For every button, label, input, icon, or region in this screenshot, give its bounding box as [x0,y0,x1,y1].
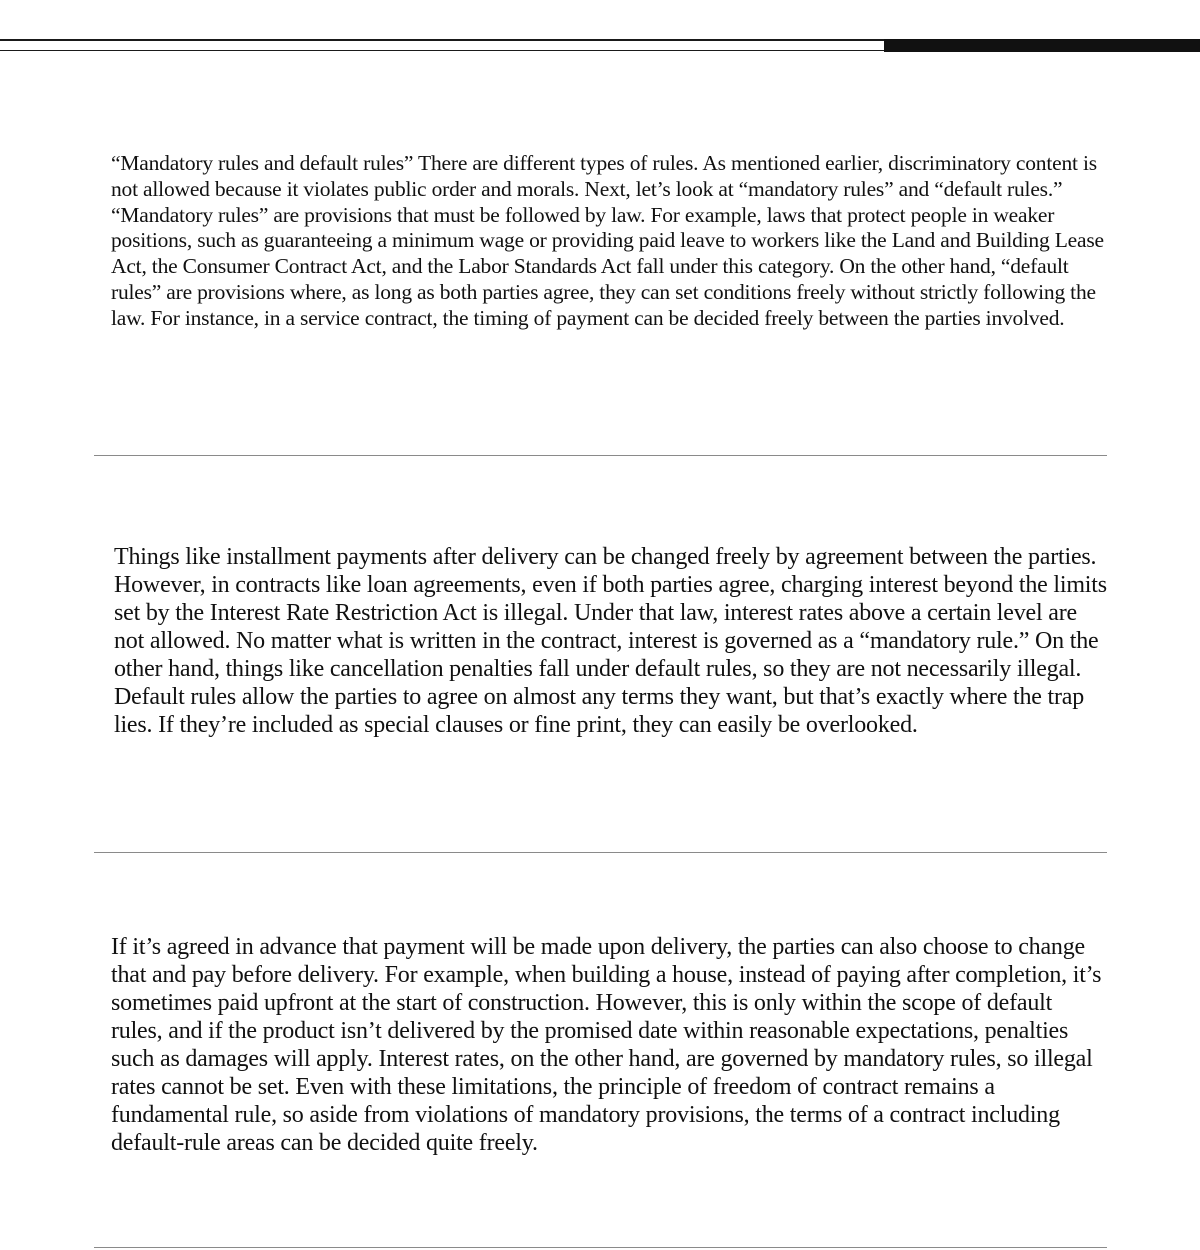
section-divider [94,1247,1107,1248]
section-divider [94,455,1107,456]
paragraph-installment-payments: Things like installment payments after delivery can be changed freely by agreement between the parties. However, in contracts like loan agreements, even if both parties agree, charging interest beyond the limits set by the Interest Rate Restriction Act is illegal. Under that law, interest rates above a certain level are not allowed. No matter what is written in the contract, interest is governed as a “mandatory rule.” On the other hand, things like cancellation penalties fall under default rules, so they are not necessarily illegal. Default rules allow the parties to agree on almost any terms they want, but that’s exactly where the trap lies. If they’re included as special clauses or fine print, they can easily be overlooked. [114,544,1107,738]
header-rule-thin-lower [0,50,884,51]
section-divider [94,852,1107,853]
header-rule-thick [884,39,1200,52]
header-rule-thin [0,39,884,41]
paragraph-mandatory-default-rules: “Mandatory rules and default rules” There are different types of rules. As mentioned earlier, discriminatory content is not allowed because it violates public order and morals. Next, let’s look at “mandatory rules” and “default rules.” “Mandatory rules” are provisions that must be followed by law. For example, laws that protect people in weaker positions, such as guaranteeing a minimum wage or providing paid leave to workers like the Land and Building Lease Act, the Consumer Contract Act, and the Labor Standards Act fall under this category. On the other hand, “default rules” are provisions where, as long as both parties agree, they can set conditions freely without strictly following the law. For instance, in a service contract, the timing of payment can be decided freely between the parties involved. [111,151,1104,330]
paragraph-payment-upon-delivery: If it’s agreed in advance that payment will be made upon delivery, the parties can also choose to change that and pay before delivery. For example, when building a house, instead of paying after completion, it’s sometimes paid upfront at the start of construction. However, this is only within the scope of default rules, and if the product isn’t delivered by the promised date within reasonable expectations, penalties such as damages will apply. Interest rates, on the other hand, are governed by mandatory rules, so illegal rates cannot be set. Even with these limitations, the principle of freedom of contract remains a fundamental rule, so aside from violations of mandatory provisions, the terms of a contract including default-rule areas can be decided quite freely. [111,934,1102,1156]
